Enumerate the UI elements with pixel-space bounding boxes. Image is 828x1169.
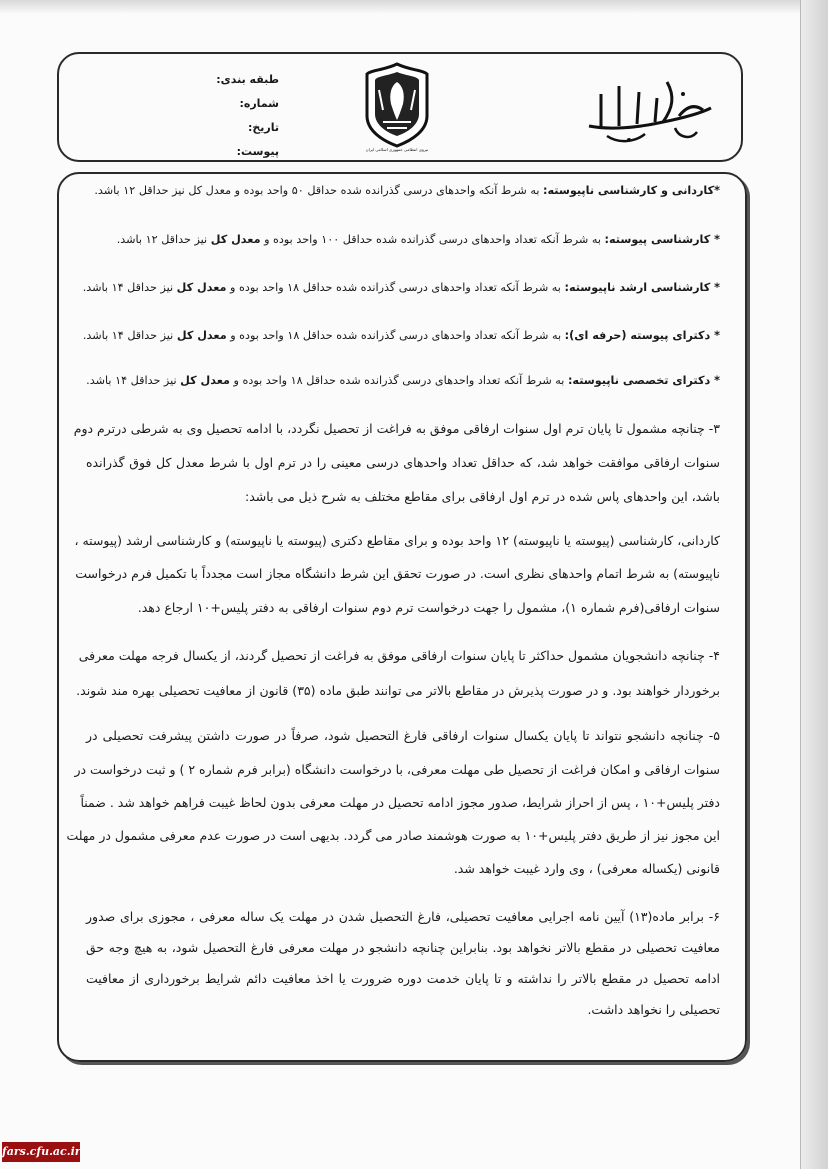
paragraph-3-line: باشد، این واحدهای پاس شده در ترم اول ارفاقی برای مقاطع مختلف به شرح ذیل می باشد: <box>245 489 720 504</box>
rule-text-end: نیز حداقل ۱۴ باشد. <box>82 329 177 342</box>
rule-text: به شرط آنکه واحدهای درسی گذرانده شده حداقل ۵۰ واحد بوده و معدل کل نیز حداقل ۱۲ باشد. <box>94 184 544 197</box>
paragraph-6-line: ادامه تحصیل در مقطع بالاتر را نداشته و تا پایان خدمت دوره ضرورت یا اخذ معافیت دائم شرایط برخورداری از معافیت <box>86 971 720 986</box>
emblem-caption: نیروی انتظامی جمهوری اسلامی ایران <box>365 147 429 152</box>
rule-emphasis: معدل کل <box>176 329 227 342</box>
rule-emphasis: معدل کل <box>176 281 227 294</box>
rule-text: به شرط آنکه تعداد واحدهای درسی گذرانده شده حداقل ۱۸ واحد بوده و <box>226 281 565 294</box>
site-watermark-logo: fars.cfu.ac.ir <box>2 1142 80 1162</box>
paragraph-3-line: سنوات ارفاقی موافقت خواهد شد، که حداقل تعداد واحدهای درسی معینی را در ترم اول با شرط معدل کل فوق گذرانده <box>86 455 720 470</box>
rule-title: * کارشناسی ارشد ناپیوسته: <box>564 281 720 294</box>
rule-title: * دکترای تخصصی ناپیوسته: <box>567 374 720 387</box>
paragraph-5-line: قانونی (یکساله معرفی) ، وی وارد غیبت خواهد شد. <box>453 861 720 876</box>
rule-text: به شرط آنکه تعداد واحدهای درسی گذرانده شده حداقل ۱۰۰ واحد بوده و <box>260 233 605 246</box>
paragraph-3-line: ۳- چنانچه مشمول تا پایان ترم اول سنوات ارفاقی موفق به فراغت از تحصیل نگردد، با ادامه تحصیل وی به شرطی درترم دوم <box>73 421 720 436</box>
classification-label: طبقه بندی: <box>216 73 279 86</box>
attachment-label: پیوست: <box>236 145 279 158</box>
rule-text: به شرط آنکه تعداد واحدهای درسی گذرانده شده حداقل ۱۸ واحد بوده و <box>226 329 565 342</box>
date-label: تاریخ: <box>247 121 279 134</box>
number-label: شماره: <box>239 97 279 110</box>
rule-doctorate-specialized <box>86 374 720 387</box>
paragraph-4-line: برخوردار خواهند بود. و در صورت پذیرش در مقاطع بالاتر می توانند طبق ماده (۳۵) قانون از معافیت تحصیلی بهره مند شوند. <box>76 683 720 698</box>
rule-title: *کاردانی و کارشناسی ناپیوسته: <box>543 184 720 197</box>
paragraph-5-line: دفتر پلیس+۱۰ ، پس از احراز شرایط، صدور مجوز ادامه تحصیل در مهلت معرفی بدون لحاظ غیبت فراهم خواهد شد . ضمناً <box>80 795 720 810</box>
scan-edge <box>0 0 800 14</box>
rule-text-end: نیز حداقل ۱۲ باشد. <box>116 233 211 246</box>
rule-title: * دکترای پیوسته (حرفه ای): <box>564 329 720 342</box>
rule-text: به شرط آنکه تعداد واحدهای درسی گذرانده شده حداقل ۱۸ واحد بوده و <box>229 374 568 387</box>
letter-meta <box>169 68 279 164</box>
paragraph-4-line: ۴- چنانچه دانشجویان مشمول حداکثر تا پایان سنوات ارفاقی موفق به فراغت از تحصیل گردند، از یکسال فرجه مهلت معرفی <box>78 648 720 663</box>
rule-text-end: نیز حداقل ۱۴ باشد. <box>86 374 181 387</box>
rule-bachelor-continuous <box>86 233 720 246</box>
rule-emphasis: معدل کل <box>210 233 261 246</box>
rule-master-discontinuous <box>82 281 720 294</box>
bismillah-calligraphy <box>579 68 719 150</box>
rule-text-end: نیز حداقل ۱۴ باشد. <box>82 281 177 294</box>
paragraph-3b-line: سنوات ارفاقی(فرم شماره ۱)، مشمول را جهت درخواست ترم دوم سنوات ارفاقی به دفتر پلیس+۱۰ ارجاع دهد. <box>137 600 720 615</box>
paragraph-3b-line: ناپیوسته) به شرط اتمام واحدهای نظری است. در صورت تحقق این شرط دانشگاه مجاز است مجدداً با تکمیل فرم درخواست <box>75 566 720 581</box>
paragraph-5-line: سنوات ارفاقی و امکان فراغت از تحصیل طی مهلت معرفی، با درخواست دانشگاه (برابر فرم شماره ۲ ) و ثبت درخواست در <box>74 762 720 777</box>
rule-doctorate-professional <box>82 329 720 342</box>
rule-emphasis: معدل کل <box>180 374 230 387</box>
paragraph-5-line: ۵- چنانچه دانشجو نتواند تا پایان یکسال سنوات ارفاقی فارغ التحصیل شود، صرفاً در صورت داشتن پیشرفت تحصیلی در <box>86 728 720 743</box>
paragraph-5-line: این مجوز نیز از طریق دفتر پلیس+۱۰ به صورت هوشمند صادر می گردد. بدیهی است در صورت عدم معرفی مشمول در مهلت <box>66 828 720 843</box>
police-emblem-icon <box>361 60 433 152</box>
paragraph-6-line: ۶- برابر ماده(۱۳) آیین نامه اجرایی معافیت تحصیلی، فارغ التحصیل شدن در مهلت یک ساله معرفی ، مجوزی برای صدور <box>86 909 720 924</box>
letterhead-box <box>57 52 743 162</box>
rule-title: * کارشناسی پیوسته: <box>604 233 720 246</box>
content-frame <box>57 172 747 1062</box>
paragraph-6-line: معافیت تحصیلی در مقطع بالاتر نخواهد بود. بنابراین چنانچه دانشجو در مهلت معرفی فارغ التحصیل شود، به هیچ وجه حق <box>86 940 720 955</box>
paragraph-6-line: تحصیلی را نخواهد داشت. <box>587 1002 720 1017</box>
rule-associate-bachelor-discontinuous <box>86 184 720 197</box>
scan-margin <box>801 0 828 1169</box>
paragraph-3b-line: کاردانی، کارشناسی (پیوسته یا ناپیوسته) ۱۲ واحد بوده و برای مقاطع دکتری (پیوسته یا ناپیوسته) و کارشناسی ارشد (پیوسته ، <box>74 533 720 548</box>
